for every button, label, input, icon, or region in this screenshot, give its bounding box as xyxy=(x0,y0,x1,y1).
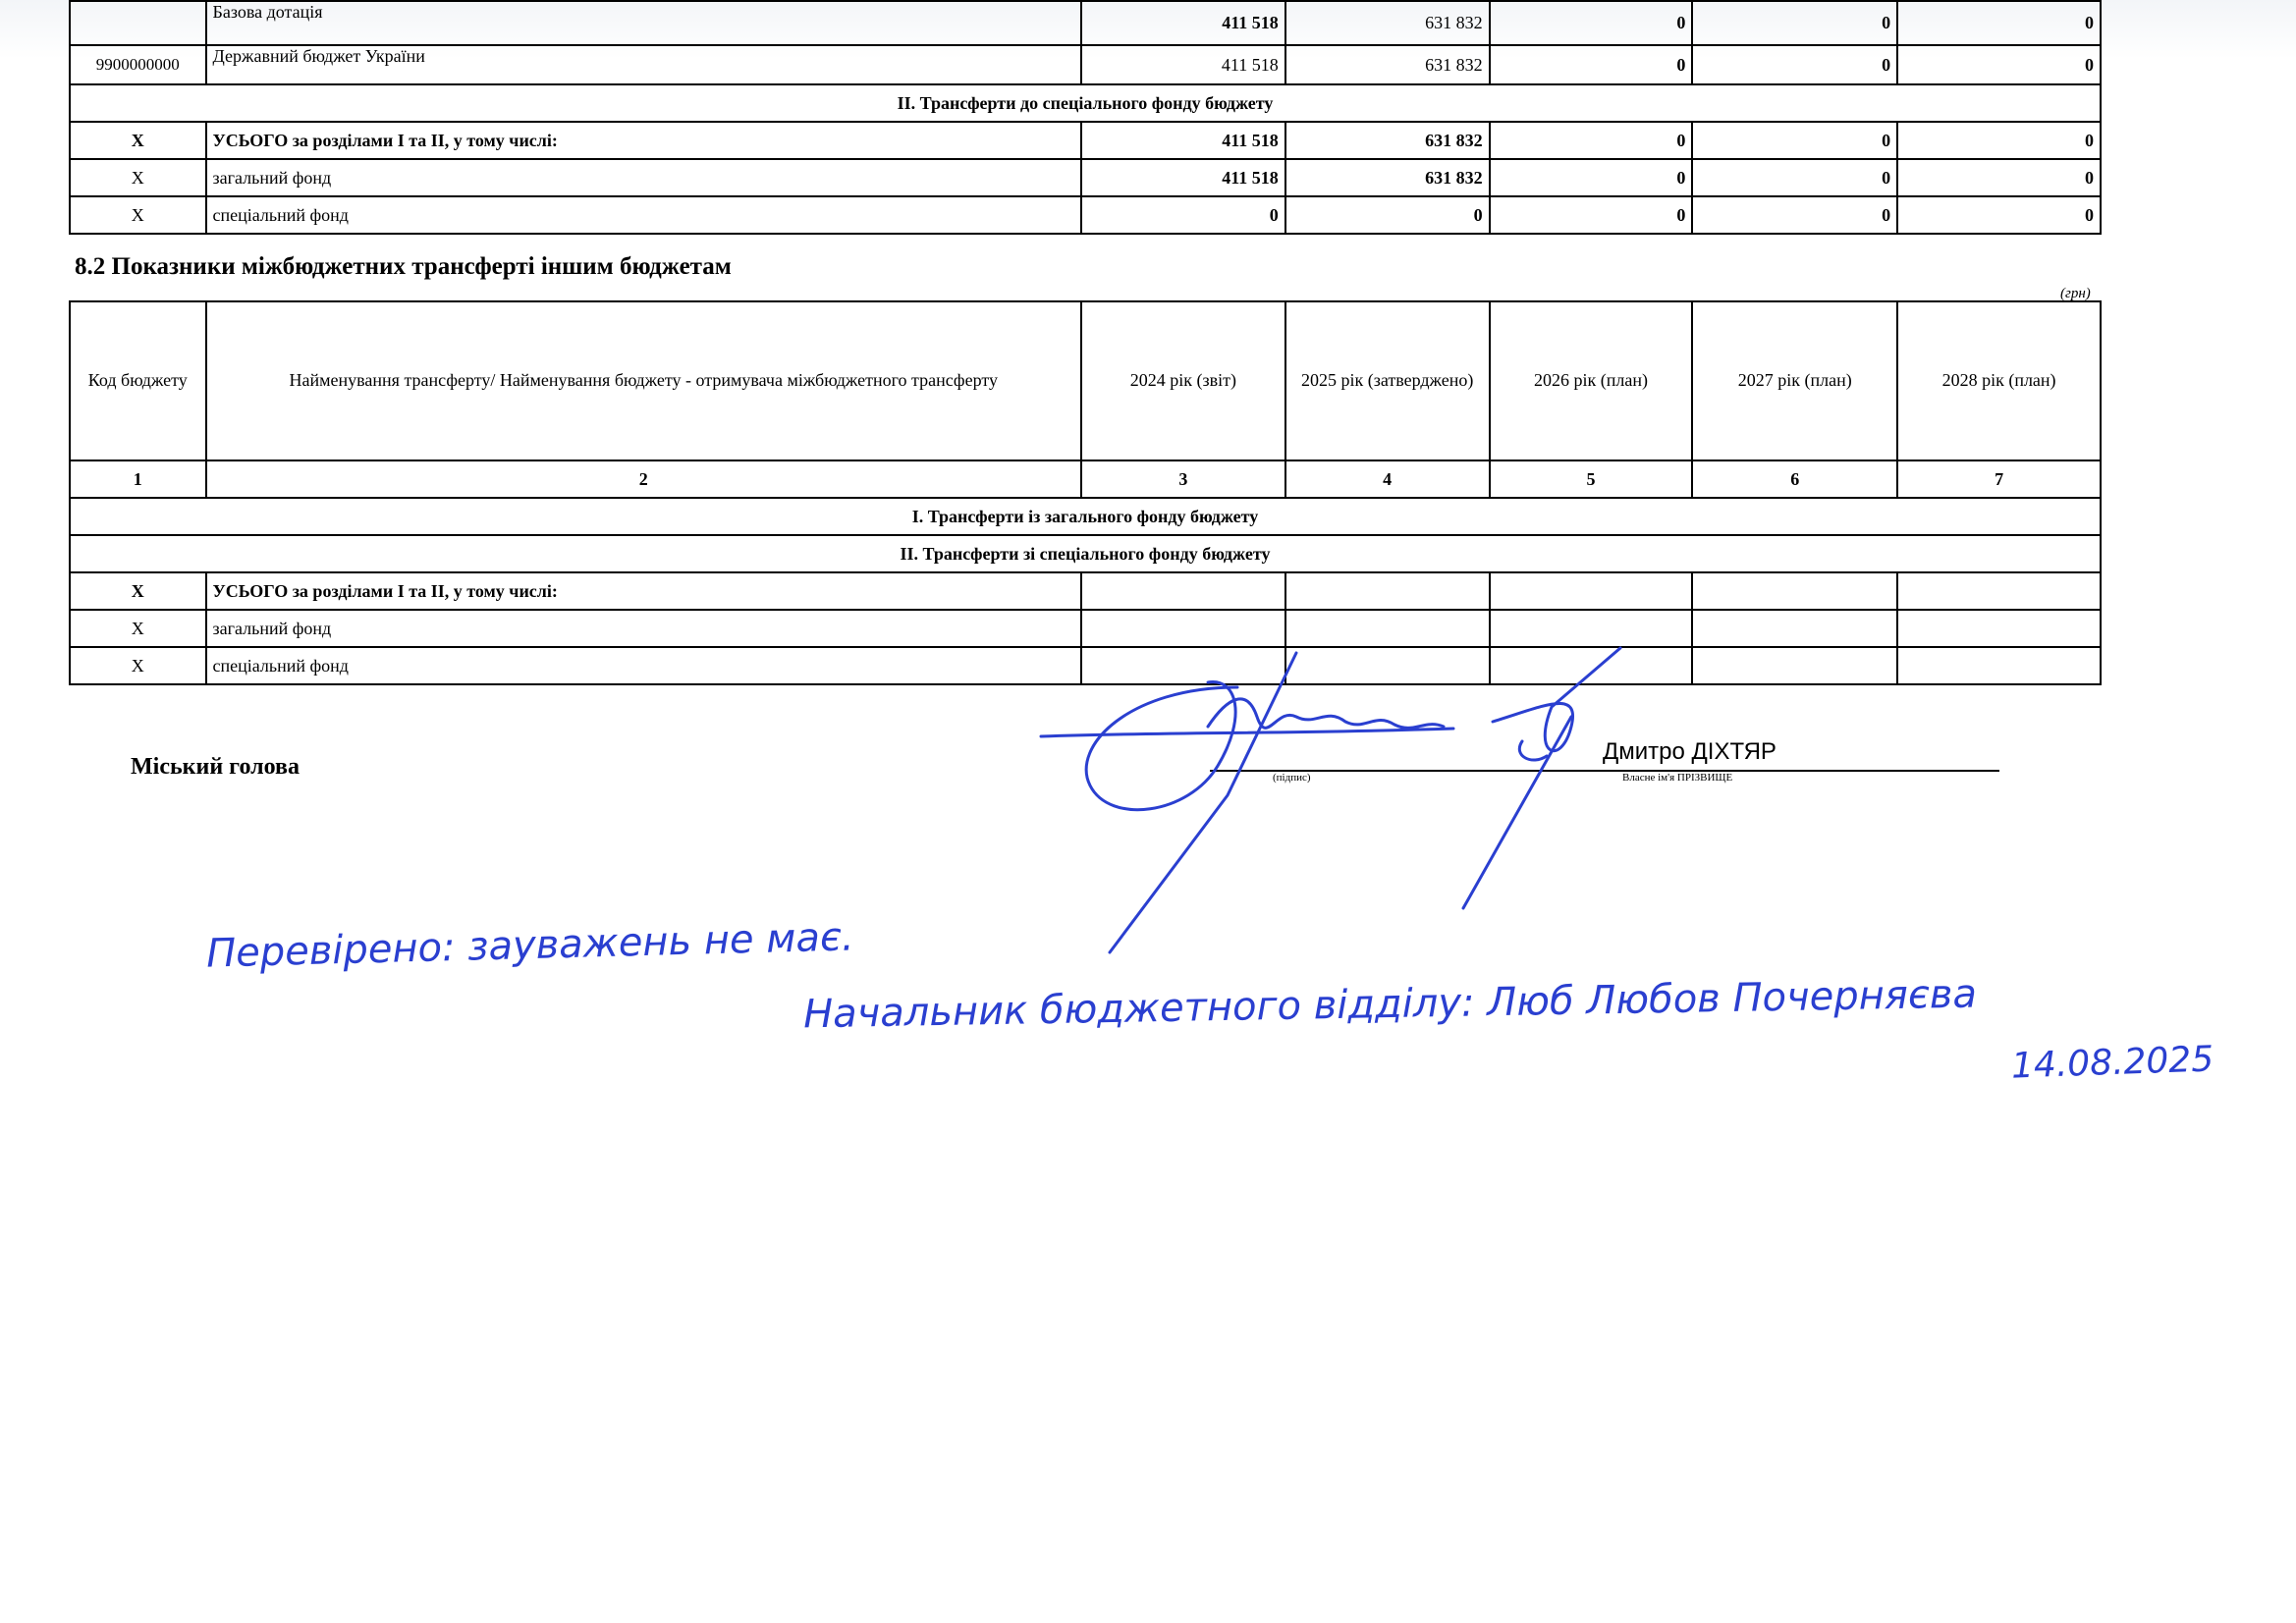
value-2026 xyxy=(1490,572,1693,610)
column-number-row xyxy=(70,460,2101,498)
column-header: 2027 рік (план) xyxy=(1692,301,1897,460)
value-2026: 0 xyxy=(1490,159,1693,196)
value-2025: 631 832 xyxy=(1285,122,1490,159)
value-2028: 0 xyxy=(1897,159,2101,196)
unit-label: (грн) xyxy=(2060,286,2091,301)
section-title: І. Трансферти із загального фонду бюджету xyxy=(70,498,2101,535)
value-2024: 411 518 xyxy=(1081,1,1285,45)
table-row xyxy=(70,572,2101,610)
value-2026 xyxy=(1490,610,1693,647)
value-2025: 631 832 xyxy=(1285,45,1490,84)
code-cell xyxy=(70,1,206,45)
table-row xyxy=(70,647,2101,684)
value-2026: 0 xyxy=(1490,1,1693,45)
transfers-in-table xyxy=(69,0,2102,235)
section-row xyxy=(70,84,2101,122)
section-row xyxy=(70,535,2101,572)
value-2028: 0 xyxy=(1897,196,2101,234)
column-header: Код бюджету xyxy=(70,301,206,460)
column-header: 2024 рік (звіт) xyxy=(1081,301,1285,460)
name-cell: УСЬОГО за розділами І та ІІ, у тому числі: xyxy=(206,572,1081,610)
value-2025: 631 832 xyxy=(1285,159,1490,196)
name-cell: Державний бюджет України xyxy=(206,45,1081,84)
value-2024 xyxy=(1081,610,1285,647)
code-cell: Х xyxy=(70,196,206,234)
column-header: Найменування трансферту/ Найменування бюджету - отримувача міжбюджетного трансферту xyxy=(206,301,1081,460)
name-caption: Власне ім'я ПРІЗВИЩЕ xyxy=(1622,772,1733,784)
value-2028 xyxy=(1897,647,2101,684)
handwritten-note-line: Перевірено: зауважень не має. xyxy=(205,914,855,977)
code-cell: Х xyxy=(70,572,206,610)
value-2024 xyxy=(1081,647,1285,684)
value-2028: 0 xyxy=(1897,122,2101,159)
handwritten-date: 14.08.2025 xyxy=(2010,1039,2214,1087)
signatory-title: Міський голова xyxy=(131,754,300,780)
value-2024: 411 518 xyxy=(1081,159,1285,196)
name-cell: загальний фонд xyxy=(206,159,1081,196)
value-2027 xyxy=(1692,647,1897,684)
value-2024: 411 518 xyxy=(1081,45,1285,84)
section-title: II. Трансферти до спеціального фонду бюджету xyxy=(70,84,2101,122)
value-2025 xyxy=(1285,647,1490,684)
table-row xyxy=(70,159,2101,196)
value-2028 xyxy=(1897,572,2101,610)
value-2027: 0 xyxy=(1692,45,1897,84)
value-2025 xyxy=(1285,572,1490,610)
value-2027: 0 xyxy=(1692,1,1897,45)
column-number: 5 xyxy=(1490,460,1693,498)
table-row xyxy=(70,122,2101,159)
code-cell: Х xyxy=(70,159,206,196)
header-row xyxy=(70,301,2101,460)
section-heading: 8.2 Показники міжбюджетних трансферті іншим бюджетам xyxy=(75,253,732,280)
value-2025 xyxy=(1285,610,1490,647)
name-cell: спеціальний фонд xyxy=(206,647,1081,684)
column-number: 6 xyxy=(1692,460,1897,498)
signature-caption: (підпис) xyxy=(1273,772,1311,784)
section-title: ІІ. Трансферти зі спеціального фонду бюджету xyxy=(70,535,2101,572)
table-row xyxy=(70,610,2101,647)
value-2024: 411 518 xyxy=(1081,122,1285,159)
handwritten-note-line: Начальник бюджетного відділу: Люб Любов Почерняєва xyxy=(802,971,1978,1038)
column-header: 2028 рік (план) xyxy=(1897,301,2101,460)
column-number: 1 xyxy=(70,460,206,498)
column-number: 7 xyxy=(1897,460,2101,498)
column-header: 2026 рік (план) xyxy=(1490,301,1693,460)
column-header: 2025 рік (затверджено) xyxy=(1285,301,1490,460)
value-2027: 0 xyxy=(1692,159,1897,196)
value-2026: 0 xyxy=(1490,45,1693,84)
column-number: 2 xyxy=(206,460,1081,498)
table-row xyxy=(70,196,2101,234)
code-cell: 9900000000 xyxy=(70,45,206,84)
name-cell: УСЬОГО за розділами І та ІІ, у тому числі: xyxy=(206,122,1081,159)
value-2027 xyxy=(1692,572,1897,610)
signatory-name: Дмитро ДІХТЯР xyxy=(1603,738,1777,765)
table-row xyxy=(70,45,2101,84)
name-cell: Базова дотація xyxy=(206,1,1081,45)
name-cell: загальний фонд xyxy=(206,610,1081,647)
section-row xyxy=(70,498,2101,535)
transfers-out-table xyxy=(69,300,2102,685)
value-2028 xyxy=(1897,610,2101,647)
value-2024 xyxy=(1081,572,1285,610)
code-cell: Х xyxy=(70,647,206,684)
value-2027: 0 xyxy=(1692,122,1897,159)
value-2027: 0 xyxy=(1692,196,1897,234)
signature-line xyxy=(1210,770,1999,772)
value-2026: 0 xyxy=(1490,196,1693,234)
value-2025: 631 832 xyxy=(1285,1,1490,45)
column-number: 3 xyxy=(1081,460,1285,498)
table-row xyxy=(70,1,2101,45)
code-cell: Х xyxy=(70,122,206,159)
name-cell: спеціальний фонд xyxy=(206,196,1081,234)
value-2024: 0 xyxy=(1081,196,1285,234)
value-2027 xyxy=(1692,610,1897,647)
value-2026 xyxy=(1490,647,1693,684)
value-2026: 0 xyxy=(1490,122,1693,159)
value-2025: 0 xyxy=(1285,196,1490,234)
value-2028: 0 xyxy=(1897,45,2101,84)
column-number: 4 xyxy=(1285,460,1490,498)
value-2028: 0 xyxy=(1897,1,2101,45)
code-cell: Х xyxy=(70,610,206,647)
